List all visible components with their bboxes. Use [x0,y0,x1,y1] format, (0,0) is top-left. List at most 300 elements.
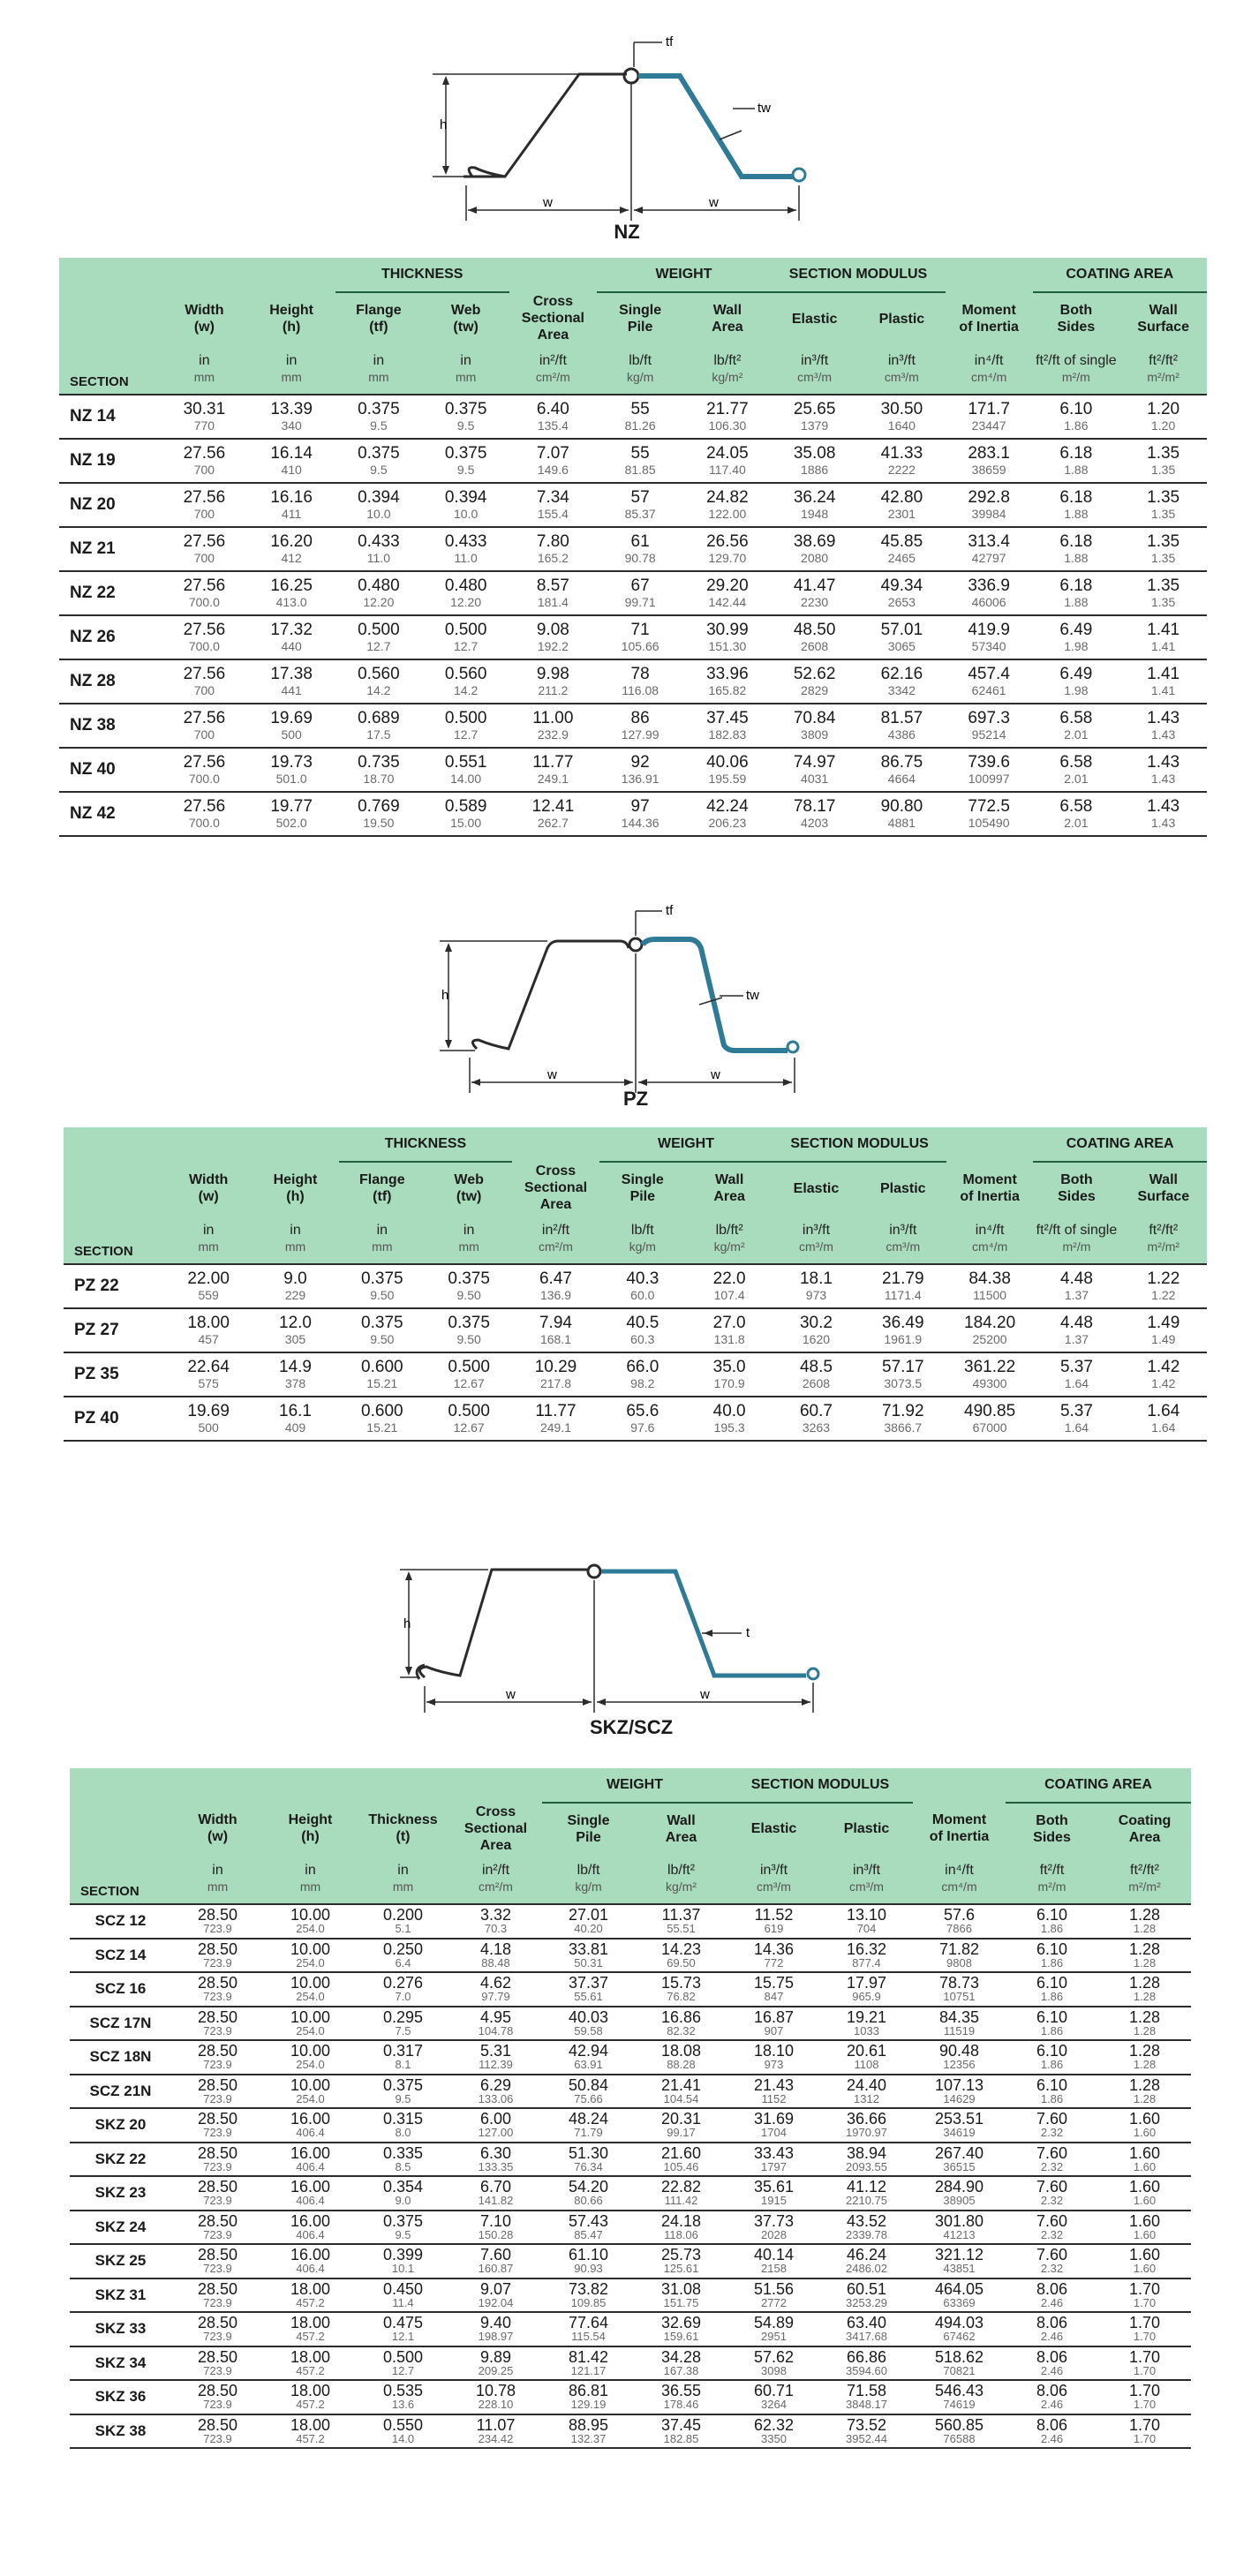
metric-value: 178.46 [663,2398,699,2412]
table-cell [165,1308,252,1352]
metric-value: 192.2 [537,639,569,653]
pz-dim-h: h [441,988,449,1003]
imperial-value: 34.28 [660,2347,702,2366]
table-cell [248,395,335,439]
metric-value: 2158 [761,2262,787,2276]
column-unit [635,1854,727,1904]
table-cell [635,2176,727,2211]
imperial-value: 1.20 [1147,400,1180,418]
imperial-value: 60.51 [846,2279,887,2298]
metric-value: 575 [198,1376,219,1390]
imperial-value: 17.38 [270,665,313,683]
imperial-value: 78 [630,665,650,683]
section-name: SKZ 36 [70,2380,171,2414]
imperial-value: 1.70 [1128,2279,1161,2298]
imperial-value: 10.00 [290,2075,331,2094]
metric-unit: mm [193,370,215,384]
table-cell [264,1904,357,1939]
imperial-value: 7.60 [1036,2246,1068,2264]
table-row [70,2211,1191,2245]
table-cell [599,1308,686,1352]
metric-value: 206.23 [708,816,747,830]
metric-value: 700 [193,463,215,477]
metric-value: 1.35 [1151,595,1176,609]
metric-value: 104.54 [663,2091,699,2105]
table-cell [509,395,597,439]
table-cell [635,2380,727,2414]
table-row [59,571,1207,615]
table-cell [1098,2075,1191,2109]
table-cell [946,527,1033,571]
metric-value: 2608 [801,639,829,653]
imperial-value: 1.35 [1147,532,1180,551]
table-cell [597,395,684,439]
table-cell [171,2244,264,2278]
imperial-value: 28.50 [197,2143,238,2162]
table-cell [635,2143,727,2177]
metric-value: 14.0 [391,2431,415,2445]
imperial-value: 28.50 [197,2211,238,2230]
metric-value: 167.38 [663,2363,699,2377]
imperial-value: 253.51 [934,2110,984,2128]
imperial-value: 12.41 [531,797,575,816]
metric-value: 181.4 [537,595,569,609]
table-cell [264,2414,357,2449]
imperial-value: 11.00 [532,709,574,727]
column-unit [599,1214,686,1264]
table-cell [335,615,423,659]
imperial-value: 8.06 [1036,2347,1068,2366]
column-header: Cross Sectional Area [512,1162,599,1214]
table-cell [264,2176,357,2211]
metric-value: 60.0 [630,1288,655,1302]
metric-value: 1.60 [1133,2194,1157,2208]
imperial-value: 1.70 [1128,2347,1161,2366]
imperial-unit: ft²/ft [1039,1863,1065,1878]
column-header: Flange (tf) [339,1162,426,1214]
table-cell [946,395,1033,439]
imperial-value: 57.43 [568,2211,609,2230]
column-unit [449,1854,542,1904]
imperial-value: 0.589 [444,797,487,816]
metric-value: 3253.29 [846,2295,887,2309]
imperial-unit: in³/ft [887,353,916,368]
imperial-value: 0.375 [444,444,487,463]
column-unit [161,344,248,395]
imperial-value: 6.00 [479,2110,512,2128]
imperial-value: 51.56 [753,2279,795,2298]
imperial-value: 0.450 [382,2279,424,2298]
metric-value: 63.91 [574,2058,603,2072]
table-cell [597,571,684,615]
section-column-header: SECTION [64,1214,165,1264]
metric-value: 254.0 [296,1955,325,1970]
table-row [70,2007,1191,2041]
metric-value: 4203 [801,816,829,830]
imperial-value: 30.50 [880,400,923,418]
imperial-value: 457.4 [968,665,1010,683]
metric-value: 105.46 [663,2159,699,2173]
imperial-value: 84.38 [968,1269,1011,1288]
metric-unit: mm [455,370,477,384]
imperial-value: 0.500 [448,1358,490,1376]
column-header: Moment of Inertia [913,1803,1006,1854]
imperial-value: 20.31 [660,2110,702,2128]
metric-value: 1797 [761,2159,787,2173]
imperial-value: 19.73 [270,753,313,772]
metric-value: 1.28 [1133,1955,1157,1970]
column-header: Plastic [820,1803,913,1854]
imperial-value: 7.07 [536,444,569,463]
metric-value: 1.86 [1040,2091,1064,2105]
table-cell [512,1352,599,1397]
imperial-value: 5.37 [1059,1358,1093,1376]
imperial-value: 30.2 [799,1314,833,1332]
imperial-value: 9.07 [479,2279,512,2298]
imperial-value: 0.375 [448,1269,490,1288]
imperial-unit: ft²/ft² [1149,1223,1179,1238]
column-header: Moment of Inertia [946,292,1033,344]
metric-value: 9.5 [395,2227,411,2241]
metric-value: 1.37 [1064,1332,1089,1346]
column-header: Wall Surface [1120,1162,1207,1214]
metric-value: 254.0 [296,2091,325,2105]
column-unit [597,344,684,395]
section-name: SCZ 14 [70,1939,171,1973]
metric-unit: cm⁴/m [971,370,1007,384]
skz-column-name-row [70,1803,1191,1854]
imperial-value: 0.500 [448,1402,490,1420]
column-header: Both Sides [1006,1803,1098,1854]
imperial-value: 6.18 [1059,444,1093,463]
metric-value: 619 [764,1922,784,1936]
table-cell [597,439,684,483]
metric-value: 11500 [973,1288,1007,1302]
metric-value: 1.98 [1064,639,1089,653]
table-cell [1006,2108,1098,2143]
metric-value: 165.82 [708,683,747,697]
imperial-value: 1.28 [1128,2075,1161,2094]
table-cell [252,1397,338,1441]
table-cell [422,704,509,748]
metric-value: 254.0 [296,2058,325,2072]
metric-value: 1379 [801,418,829,433]
imperial-value: 43.52 [846,2211,887,2230]
table-cell [161,792,248,836]
imperial-value: 27.0 [712,1314,746,1332]
table-cell [858,439,946,483]
table-cell [542,2007,635,2041]
column-header: Flange (tf) [335,292,423,344]
metric-unit: mm [281,370,302,384]
nz-table-body [59,395,1207,836]
column-header: Single Pile [542,1803,635,1854]
table-row [64,1352,1207,1397]
column-unit [335,344,423,395]
table-cell [913,2075,1006,2109]
column-unit [1098,1854,1191,1904]
metric-value: 13.6 [391,2398,415,2412]
column-unit [771,344,858,395]
imperial-value: 21.79 [882,1269,924,1288]
imperial-value: 0.600 [361,1402,403,1420]
pz-dim-tf: tf [666,903,674,918]
metric-value: 2.32 [1040,2262,1064,2276]
imperial-value: 9.08 [536,621,569,639]
metric-value: 2.01 [1064,816,1089,830]
table-cell [542,2040,635,2075]
imperial-value: 78.17 [793,797,836,816]
imperial-value: 27.56 [183,444,226,463]
imperial-value: 0.433 [358,532,400,551]
metric-unit: mm [207,1879,229,1894]
imperial-value: 18.10 [753,2042,795,2060]
table-cell [1098,1904,1191,1939]
table-row [64,1397,1207,1441]
table-row [70,2244,1191,2278]
table-cell [684,659,772,704]
imperial-value: 7.60 [1036,2211,1068,2230]
imperial-value: 19.21 [846,2007,887,2026]
imperial-value: 27.56 [183,753,226,772]
metric-value: 723.9 [203,2159,232,2173]
imperial-value: 1.28 [1128,2042,1161,2060]
column-unit [1119,344,1207,395]
column-header: Wall Surface [1119,292,1207,344]
metric-value: 12.7 [391,2363,415,2377]
metric-value: 723.9 [203,1990,232,2004]
metric-value: 82.32 [667,2023,696,2037]
imperial-value: 19.77 [270,797,313,816]
pz-group-coating-area: COATING AREA [1033,1127,1207,1162]
table-cell [542,1904,635,1939]
imperial-value: 7.10 [479,2211,512,2230]
table-cell [171,1904,264,1939]
imperial-value: 301.80 [934,2211,984,2230]
table-cell [727,1972,820,2007]
imperial-value: 35.0 [712,1358,746,1376]
column-unit [509,344,597,395]
table-cell [1006,2278,1098,2313]
metric-value: 723.9 [203,2227,232,2241]
imperial-value: 6.40 [536,400,569,418]
metric-value: 1.28 [1133,2058,1157,2072]
imperial-value: 27.56 [183,709,226,727]
skz-group-weight: WEIGHT [542,1768,727,1803]
table-cell [509,615,597,659]
section-name: SKZ 20 [70,2108,171,2143]
pz-unit-row [64,1214,1207,1264]
table-row [59,483,1207,527]
table-cell [1006,1939,1098,1973]
table-cell [422,615,509,659]
section-name: NZ 19 [59,439,161,483]
table-cell [635,2075,727,2109]
metric-value: 38905 [943,2194,976,2208]
metric-value: 1.43 [1151,816,1176,830]
metric-value: 2080 [801,551,829,565]
table-cell [357,2075,449,2109]
table-cell [1033,704,1120,748]
metric-value: 70821 [943,2363,976,2377]
metric-value: 4664 [887,772,916,786]
table-row [70,2040,1191,2075]
skz-group-coating-area: COATING AREA [1006,1768,1191,1803]
imperial-value: 40.5 [626,1314,659,1332]
metric-value: 412 [281,551,302,565]
metric-value: 34619 [943,2126,976,2140]
table-cell [248,704,335,748]
table-cell [357,2346,449,2381]
metric-value: 168.1 [539,1332,571,1346]
table-cell [771,659,858,704]
metric-value: 9.5 [456,418,475,433]
table-cell [509,659,597,704]
nz-group-section-modulus: SECTION MODULUS [771,258,946,292]
imperial-value: 15.73 [660,1974,702,1992]
table-cell [1033,615,1120,659]
imperial-value: 4.62 [479,1974,512,1992]
section-name: PZ 27 [64,1308,165,1352]
metric-value: 36515 [943,2159,976,2173]
table-cell [248,748,335,792]
metric-value: 2028 [761,2227,787,2241]
metric-value: 1033 [854,2023,879,2037]
metric-value: 2.32 [1040,2227,1064,2241]
metric-value: 1.22 [1151,1288,1176,1302]
table-cell [264,2346,357,2381]
imperial-value: 71.92 [882,1402,924,1420]
imperial-value: 6.70 [479,2178,512,2196]
pz-column-name-row [64,1162,1207,1214]
metric-value: 406.4 [296,2159,325,2173]
table-cell [1098,2211,1191,2245]
imperial-value: 6.18 [1059,576,1093,595]
metric-value: 9.5 [456,463,475,477]
table-cell [913,2346,1006,2381]
column-unit [858,344,946,395]
skz-group-section-modulus: SECTION MODULUS [727,1768,913,1803]
table-cell [422,483,509,527]
metric-value: 122.00 [708,507,747,521]
imperial-value: 28.50 [197,2382,238,2400]
column-header: Height (h) [264,1803,357,1854]
imperial-value: 283.1 [968,444,1010,463]
imperial-value: 8.06 [1036,2382,1068,2400]
metric-value: 2.46 [1040,2398,1064,2412]
imperial-value: 22.0 [712,1269,746,1288]
metric-value: 3350 [761,2431,787,2445]
metric-value: 723.9 [203,2126,232,2140]
imperial-value: 0.500 [444,621,487,639]
imperial-value: 6.10 [1036,2042,1068,2060]
imperial-value: 697.3 [968,709,1010,727]
imperial-value: 21.77 [706,400,749,418]
table-cell [1006,2312,1098,2346]
imperial-value: 1.60 [1128,2143,1161,2162]
section-name: NZ 14 [59,395,161,439]
table-cell [858,659,946,704]
metric-value: 9.50 [456,1288,481,1302]
table-cell [339,1397,426,1441]
table-cell [913,2414,1006,2449]
metric-value: 234.42 [478,2431,514,2445]
metric-value: 1.64 [1064,1376,1089,1390]
imperial-value: 1.70 [1128,2382,1161,2400]
metric-value: 457.2 [296,2431,325,2445]
table-cell [727,2007,820,2041]
imperial-value: 25.73 [660,2246,702,2264]
imperial-value: 32.69 [660,2314,702,2332]
table-cell [171,2414,264,2449]
column-header: Elastic [771,292,858,344]
table-row [70,2075,1191,2109]
metric-value: 723.9 [203,2330,232,2344]
imperial-value: 28.50 [197,2110,238,2128]
table-cell [171,2278,264,2313]
metric-value: 182.85 [663,2431,699,2445]
table-cell [248,483,335,527]
table-cell [264,2143,357,2177]
imperial-value: 1.28 [1128,1906,1161,1924]
imperial-value: 10.78 [475,2382,516,2400]
metric-value: 413.0 [275,595,307,609]
table-cell [449,2176,542,2211]
metric-value: 723.9 [203,1955,232,1970]
metric-value: 406.4 [296,2194,325,2208]
table-cell [426,1352,512,1397]
table-cell [335,704,423,748]
table-cell [727,2075,820,2109]
table-cell [1098,2108,1191,2143]
metric-value: 229 [284,1288,306,1302]
pz-group-header-row [64,1127,1207,1162]
imperial-value: 18.00 [290,2415,331,2434]
table-cell [422,527,509,571]
metric-value: 340 [281,418,302,433]
column-header: Both Sides [1033,1162,1119,1214]
metric-value: 43851 [943,2262,976,2276]
skz-dim-w2: w [700,1687,710,1702]
table-cell [820,2007,913,2041]
table-cell [264,2380,357,2414]
metric-value: 195.59 [708,772,747,786]
imperial-value: 21.43 [753,2075,795,2094]
table-cell [820,2278,913,2313]
imperial-value: 51.30 [568,2143,609,2162]
table-cell [449,2040,542,2075]
table-cell [913,2143,1006,2177]
table-cell [684,527,772,571]
table-cell [820,2312,913,2346]
column-header: Width (w) [165,1162,252,1214]
imperial-value: 107.13 [934,2075,984,2094]
table-cell [635,2414,727,2449]
column-unit [171,1854,264,1904]
imperial-value: 73.82 [568,2279,609,2298]
metric-value: 95214 [971,727,1006,742]
table-row [59,395,1207,439]
imperial-value: 5.31 [479,2042,512,2060]
table-cell [946,792,1033,836]
table-cell [1119,792,1207,836]
table-cell [161,527,248,571]
metric-unit: m²/m² [1128,1879,1161,1894]
imperial-value: 16.14 [270,444,313,463]
imperial-value: 1.35 [1147,488,1180,507]
table-cell [165,1264,252,1308]
imperial-value: 71 [630,621,650,639]
